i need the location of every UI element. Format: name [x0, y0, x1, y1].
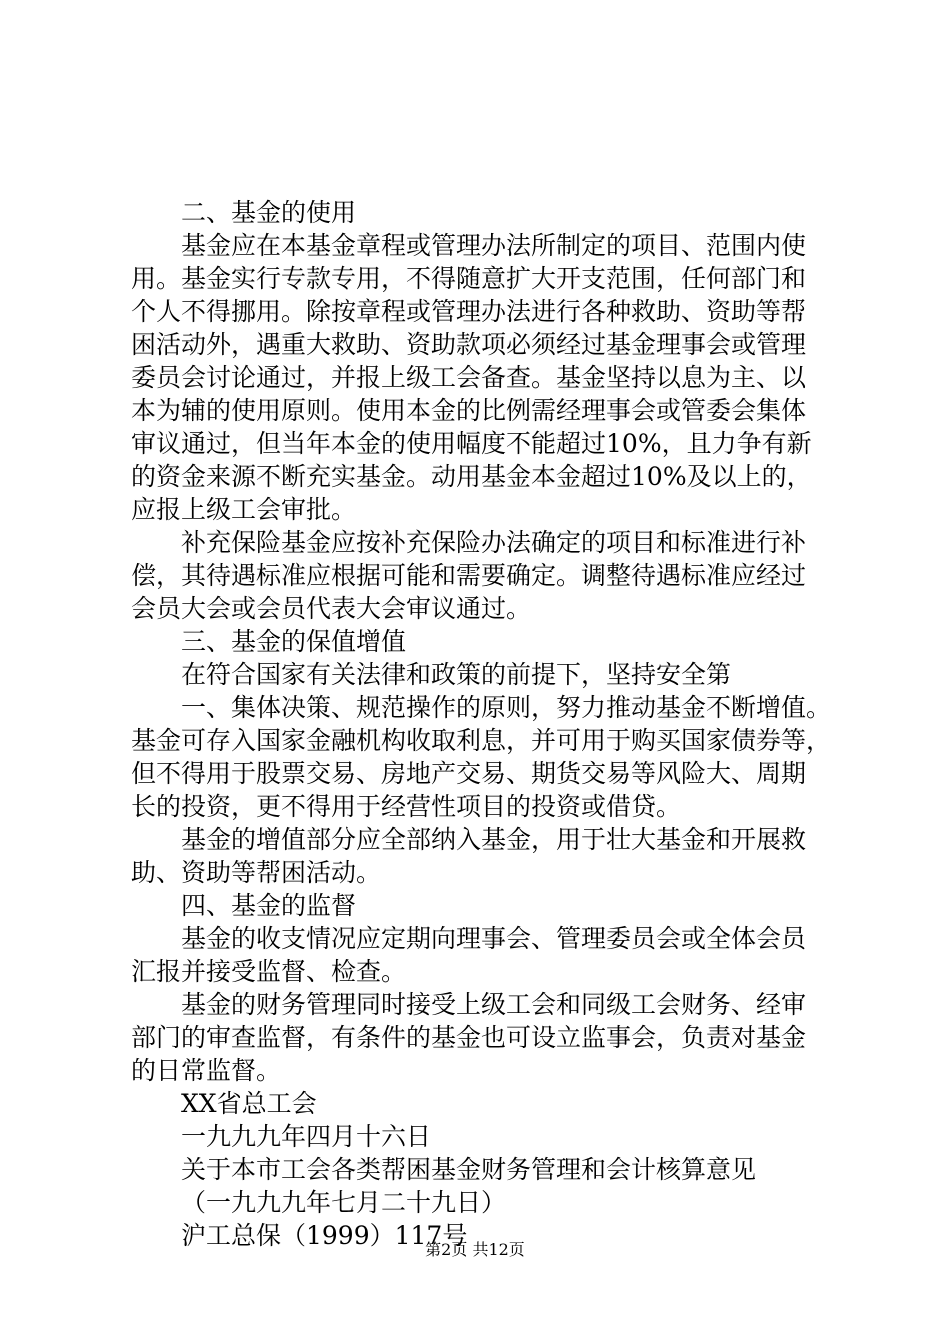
text-line: 会员大会或会员代表大会审议通过。: [131, 594, 532, 623]
text-line: 个人不得挪用。除按章程或管理办法进行各种救助、资助等帮: [131, 297, 807, 326]
text-line: 审议通过，但当年本金的使用幅度不能超过10%，且力争有新: [131, 429, 812, 458]
text-line: 助、资助等帮困活动。: [131, 858, 382, 887]
text-line: 三、基金的保值增值: [181, 627, 407, 656]
text-line: 偿，其待遇标准应根据可能和需要确定。调整待遇标准应经过: [131, 561, 807, 590]
page-footer: 第2页 共12页: [425, 1240, 525, 1259]
text-line: 关于本市工会各类帮困基金财务管理和会计核算意见: [181, 1155, 757, 1184]
text-line: 但不得用于股票交易、房地产交易、期货交易等风险大、周期: [131, 759, 807, 788]
text-line: 基金应在本基金章程或管理办法所制定的项目、范围内使: [181, 231, 807, 260]
document-body: [131, 196, 851, 1252]
text-line: 一、集体决策、规范操作的原则，努力推动基金不断增值。: [181, 693, 832, 722]
text-line: 困活动外，遇重大救助、资助款项必须经过基金理事会或管理: [131, 330, 807, 359]
text-line: 用。基金实行专款专用，不得随意扩大开支范围，任何部门和: [131, 264, 807, 293]
text-line: 应报上级工会审批。: [131, 495, 357, 524]
text-line: XX省总工会: [181, 1089, 317, 1118]
text-line: 二、基金的使用: [181, 198, 357, 227]
text-line: 沪工总保（1999）117号: [181, 1221, 468, 1250]
text-line: （一九九九年七月二十九日）: [181, 1188, 507, 1217]
text-line: 补充保险基金应按补充保险办法确定的项目和标准进行补: [181, 528, 807, 557]
text-line: 基金的收支情况应定期向理事会、管理委员会或全体会员: [181, 924, 807, 953]
text-line: 汇报并接受监督、检查。: [131, 957, 407, 986]
text-line: 四、基金的监督: [181, 891, 357, 920]
text-line: 委员会讨论通过，并报上级工会备查。基金坚持以息为主、以: [131, 363, 807, 392]
text-line: 部门的审查监督，有条件的基金也可设立监事会，负责对基金: [131, 1023, 807, 1052]
text-line: 在符合国家有关法律和政策的前提下，坚持安全第: [181, 660, 732, 689]
text-line: 基金的财务管理同时接受上级工会和同级工会财务、经审: [181, 990, 807, 1019]
text-line: 的日常监督。: [131, 1056, 282, 1085]
text-line: 长的投资，更不得用于经营性项目的投资或借贷。: [131, 792, 682, 821]
text-line: 本为辅的使用原则。使用本金的比例需经理事会或管委会集体: [131, 396, 807, 425]
text-line: 一九九九年四月十六日: [181, 1122, 432, 1151]
text-line: 基金的增值部分应全部纳入基金，用于壮大基金和开展救: [181, 825, 807, 854]
text-line: 的资金来源不断充实基金。动用基金本金超过10%及以上的，: [131, 462, 812, 491]
text-line: 基金可存入国家金融机构收取利息，并可用于购买国家债券等，: [131, 726, 832, 755]
